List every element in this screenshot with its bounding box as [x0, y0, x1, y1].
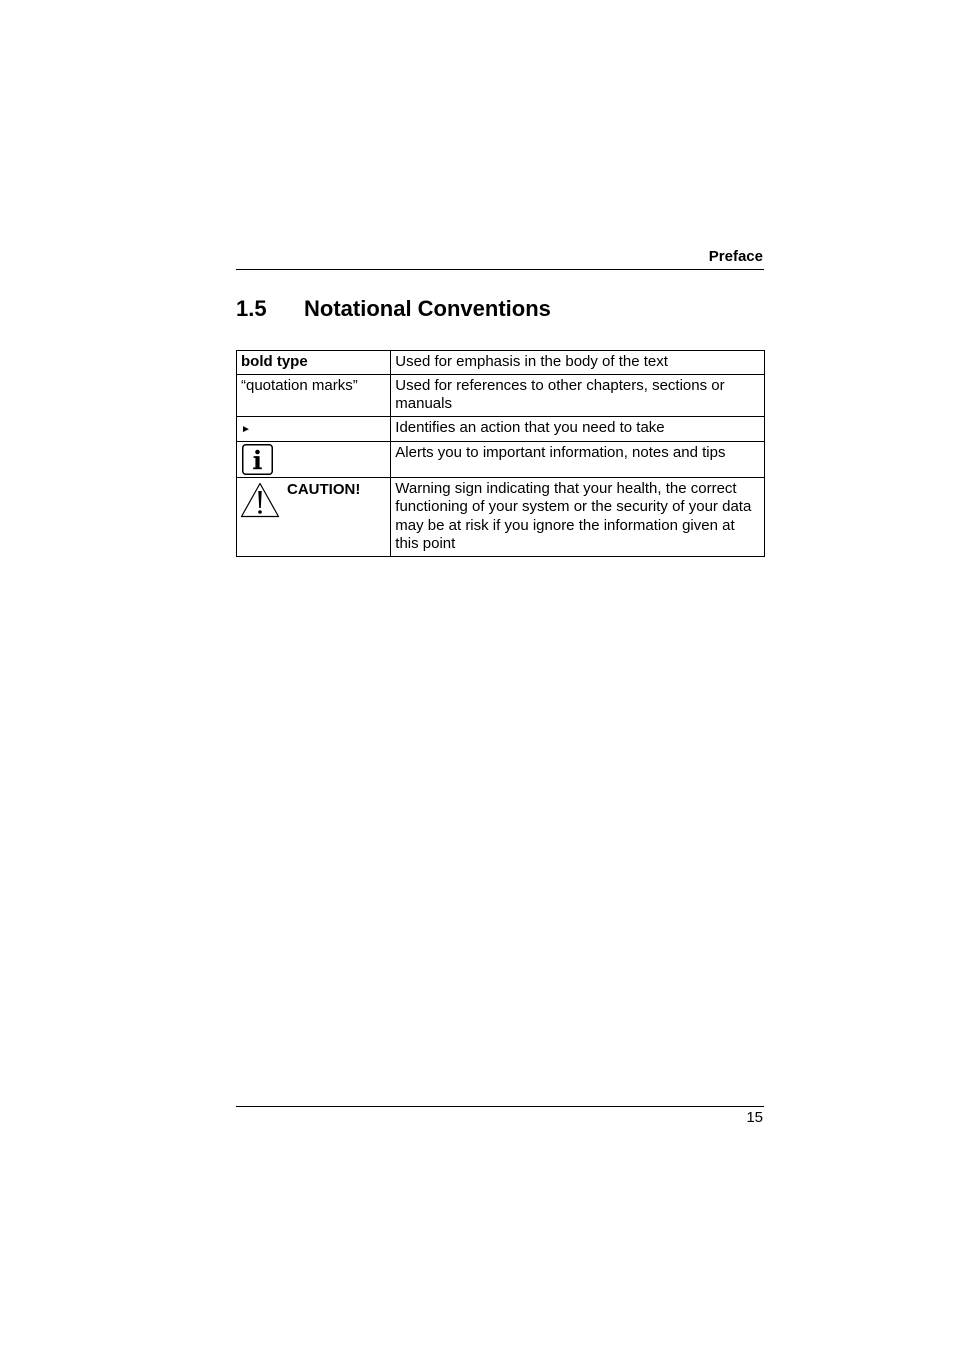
header-rule: [236, 269, 764, 270]
table-row: [237, 374, 765, 416]
description-quotation-marks: Used for references to other chapters, sections or manuals: [391, 374, 765, 416]
term-quotation-marks: “quotation marks”: [237, 374, 391, 416]
page-number: 15: [746, 1109, 763, 1126]
description-action-bullet: Identifies an action that you need to take: [391, 416, 765, 441]
caution-icon: [240, 482, 280, 518]
description-caution: Warning sign indicating that your health, the correct functioning of your system or the security of your data may be at risk if you ignore the information given at this point: [391, 477, 765, 556]
footer-rule: [236, 1106, 764, 1107]
description-bold-type: Used for emphasis in the body of the text: [391, 351, 765, 375]
term-caution: [237, 477, 391, 556]
section-number: 1.5: [236, 296, 267, 321]
running-header: Preface: [708, 248, 763, 265]
term-bold-type: bold type: [237, 351, 391, 375]
description-info: Alerts you to important information, notes and tips: [391, 441, 765, 477]
caution-label: CAUTION!: [287, 480, 361, 498]
table-row: [237, 351, 765, 375]
table-row: [237, 441, 765, 477]
term-info: [237, 441, 391, 477]
section-title: Notational Conventions: [304, 296, 551, 321]
conventions-table: [236, 350, 765, 557]
table-row: [237, 416, 765, 441]
triangle-bullet-icon: ►: [241, 423, 251, 435]
term-action-bullet: [237, 416, 391, 441]
table-row: [237, 477, 765, 556]
section-heading: [236, 295, 551, 323]
caution-wrap: [241, 480, 386, 518]
info-icon: [242, 444, 273, 475]
